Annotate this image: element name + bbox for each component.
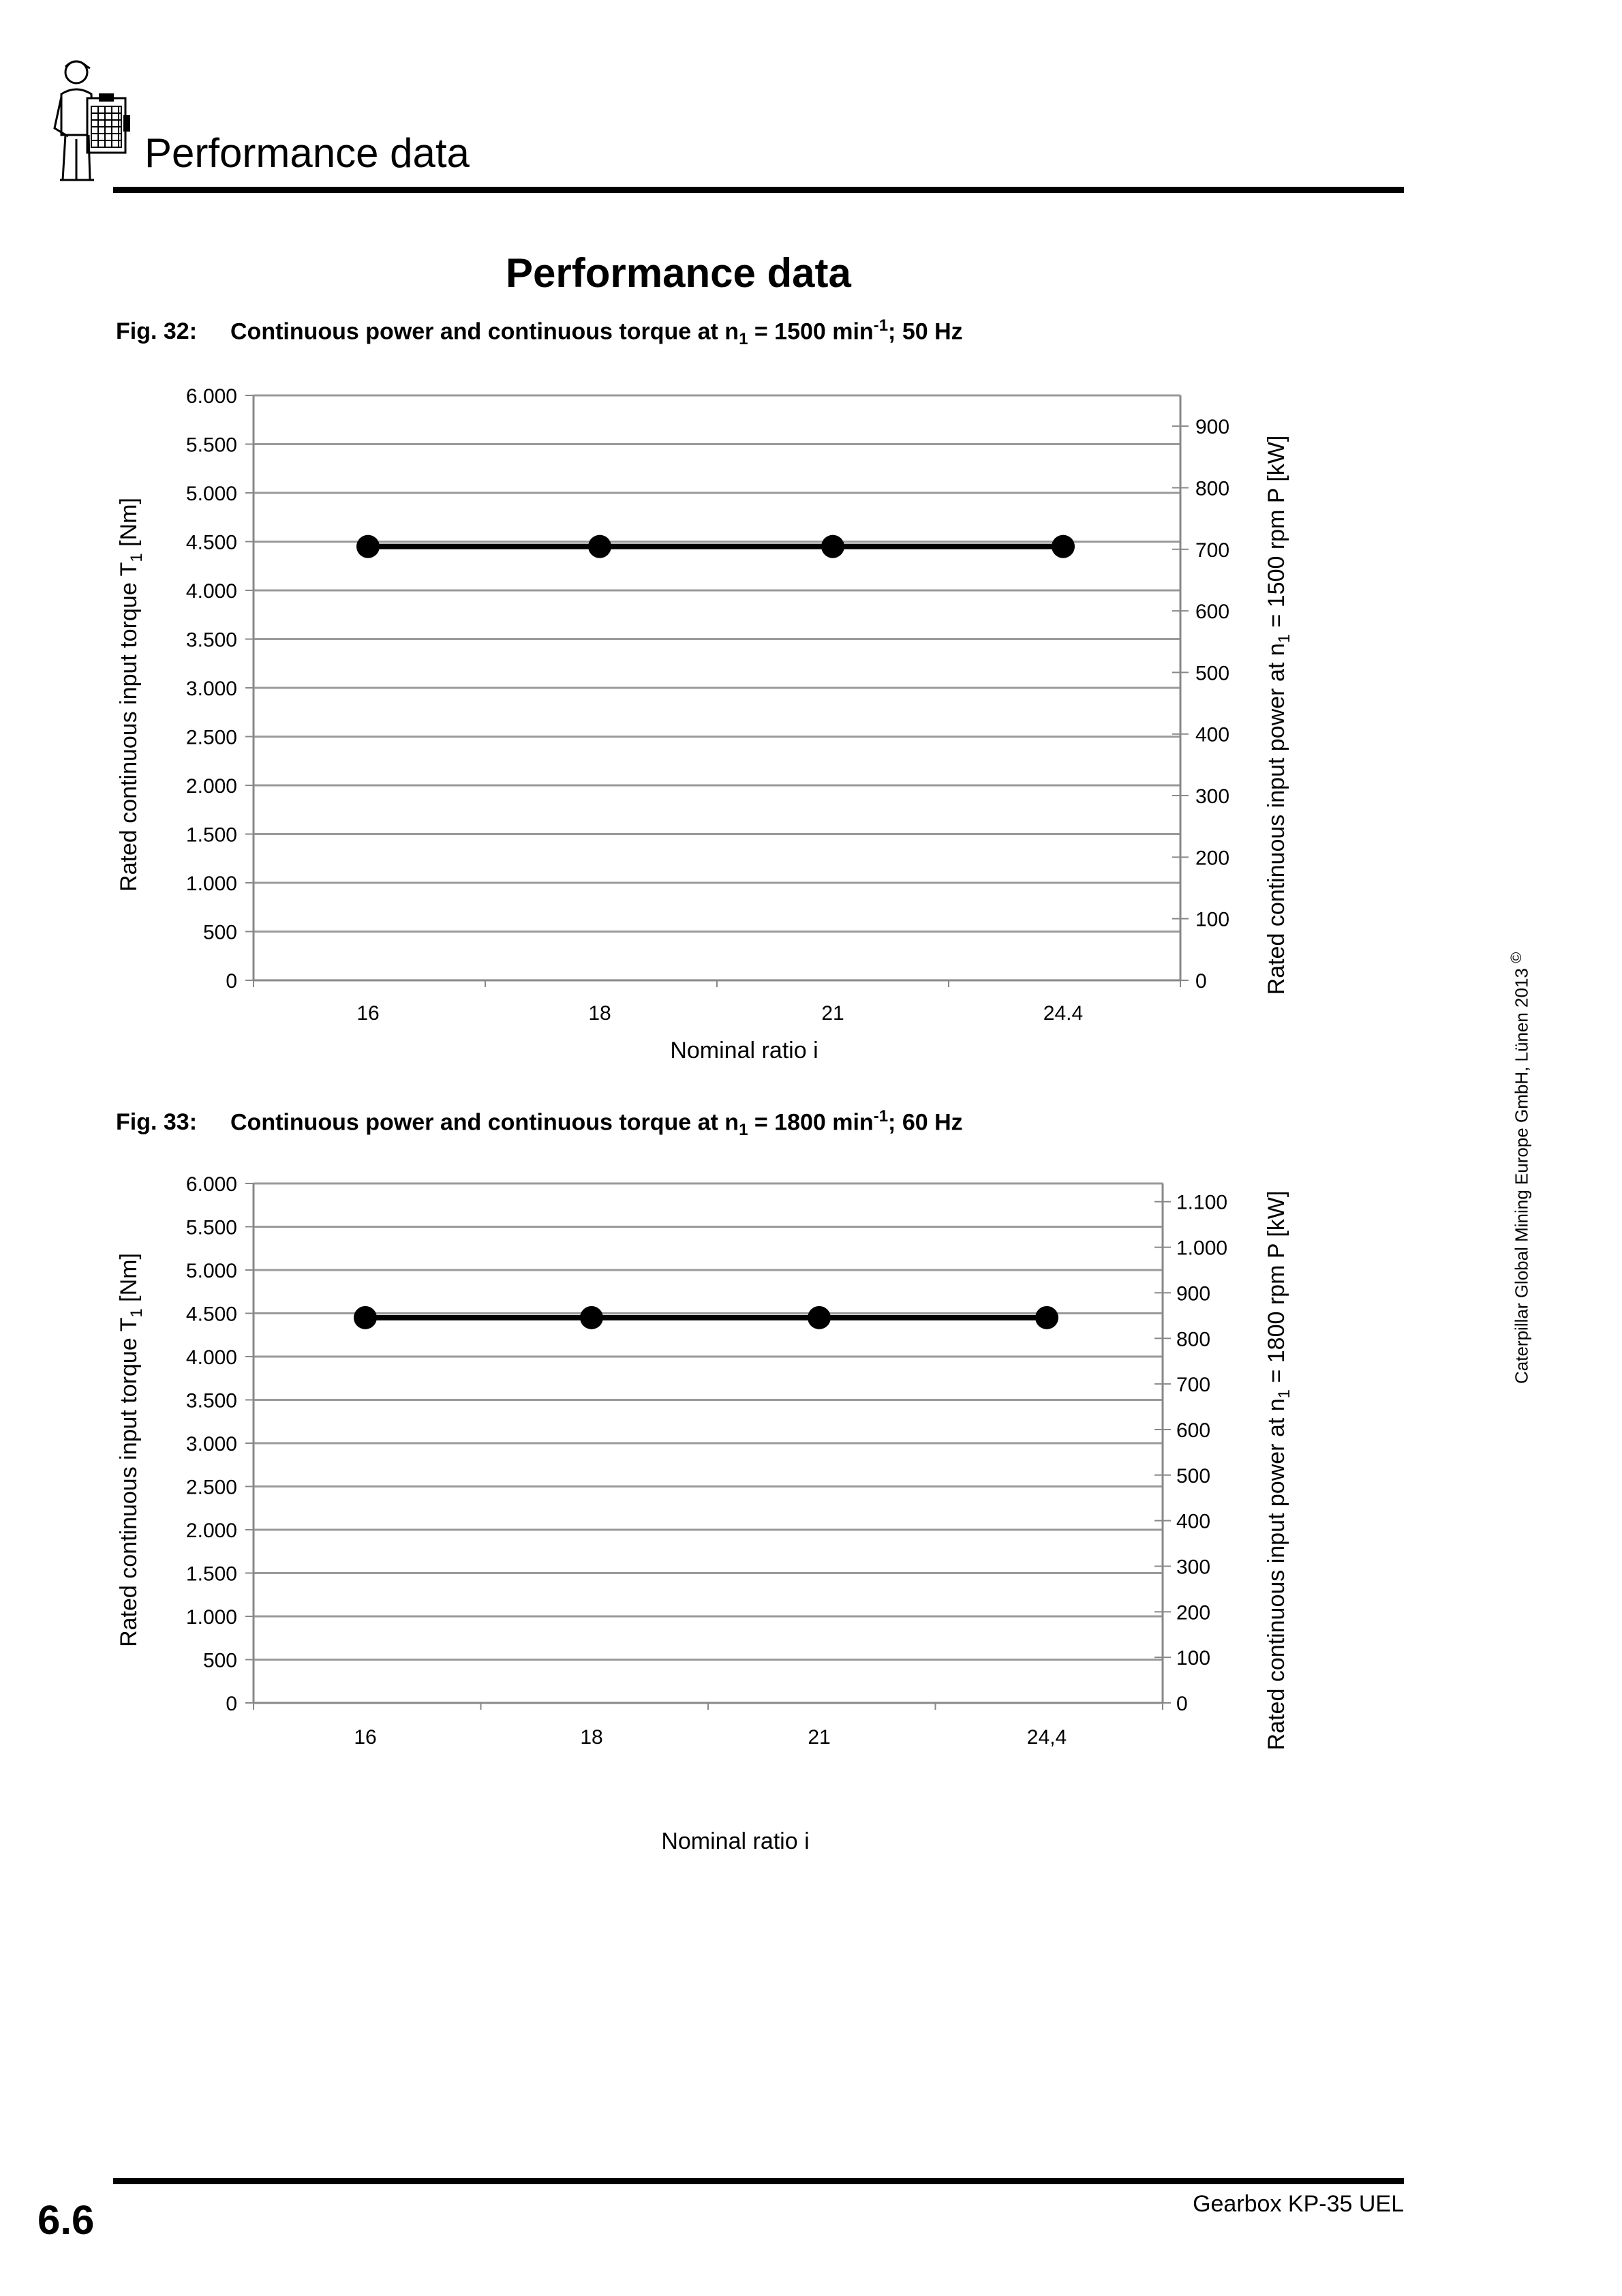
caption-text-mid: = 1800 min xyxy=(748,1109,874,1136)
x-tick-label: 16 xyxy=(356,1002,380,1025)
y2-tick-label: 800 xyxy=(1195,477,1230,500)
caption-text: Continuous power and continuous torque at n xyxy=(230,1109,739,1136)
x-axis-title: Nominal ratio i xyxy=(661,1828,810,1854)
y2-tick-label: 1.100 xyxy=(1176,1191,1228,1214)
y-tick-label: 4.000 xyxy=(185,580,237,603)
y2-tick-label: 800 xyxy=(1176,1328,1211,1351)
x-tick-label: 21 xyxy=(808,1726,831,1749)
footer-product-name: Gearbox KP-35 UEL xyxy=(1193,2191,1404,2217)
caption-subscript: 1 xyxy=(739,330,748,349)
data-point xyxy=(821,535,844,558)
caption-superscript: -1 xyxy=(873,1107,889,1126)
caption-superscript: -1 xyxy=(873,316,889,335)
y-tick-label: 5.000 xyxy=(185,1260,237,1282)
x-tick-label: 24,4 xyxy=(1026,1726,1067,1749)
y-tick-label: 2.000 xyxy=(185,1520,237,1542)
y-tick-label: 0 xyxy=(226,1693,237,1715)
y2-tick-label: 500 xyxy=(1195,662,1230,685)
y-tick-label: 2.000 xyxy=(185,775,237,798)
caption-text-post: ; 50 Hz xyxy=(888,318,963,345)
y-tick-label: 3.000 xyxy=(185,1433,237,1455)
y-tick-label: 3.000 xyxy=(185,678,237,700)
data-point xyxy=(588,535,611,558)
copyright-text: Caterpillar Global Mining Europe GmbH, Lünen 2013 xyxy=(1511,968,1532,1384)
y-tick-label: 2.500 xyxy=(185,726,237,749)
y-tick-label: 4.000 xyxy=(185,1346,237,1369)
page-heading: Performance data xyxy=(506,250,851,296)
x-tick-label: 24.4 xyxy=(1043,1002,1084,1025)
y2-tick-label: 600 xyxy=(1195,601,1230,624)
y-tick-label: 0 xyxy=(226,970,237,993)
x-tick-label: 21 xyxy=(821,1002,844,1025)
y2-axis-title: Rated continuous input power at $n_1 = 1800$ rpm P [kW] xyxy=(1264,1190,1294,1751)
y2-tick-label: 400 xyxy=(1195,723,1230,746)
y2-tick-label: 0 xyxy=(1195,970,1207,993)
y2-tick-label: 900 xyxy=(1195,416,1230,439)
copyright-symbol: © xyxy=(1508,952,1525,963)
data-point xyxy=(1052,535,1075,558)
y2-tick-label: 100 xyxy=(1176,1647,1211,1670)
y-tick-label: 5.000 xyxy=(185,483,237,505)
x-tick-label: 16 xyxy=(354,1726,377,1749)
y-tick-label: 4.500 xyxy=(185,1303,237,1326)
y2-tick-label: 900 xyxy=(1176,1282,1211,1305)
y2-tick-label: 1.000 xyxy=(1176,1237,1228,1260)
y2-tick-label: 0 xyxy=(1176,1693,1188,1715)
y-tick-label: 5.500 xyxy=(185,434,237,457)
y-tick-label: 1.500 xyxy=(185,824,237,847)
figure-caption-33 xyxy=(116,1107,963,1140)
y-tick-label: 1.500 xyxy=(185,1562,237,1586)
page-number: 6.6 xyxy=(37,2197,95,2243)
y2-tick-label: 200 xyxy=(1176,1601,1211,1625)
y-tick-label: 4.500 xyxy=(185,531,237,554)
y2-tick-label: 300 xyxy=(1195,785,1230,809)
y-axis-title: Rated continuous input torque $T_1$ [Nm] xyxy=(116,1253,146,1647)
x-axis-title: Nominal ratio i xyxy=(670,1038,818,1063)
y-tick-label: 1.000 xyxy=(185,873,237,895)
y-tick-label: 3.500 xyxy=(185,629,237,652)
y2-tick-label: 100 xyxy=(1195,908,1230,931)
figure-number: Fig. 32: xyxy=(116,318,198,345)
y-tick-label: 6.000 xyxy=(185,1173,237,1196)
caption-text-mid: = 1500 min xyxy=(748,318,874,345)
x-tick-label: 18 xyxy=(588,1002,611,1025)
y-tick-label: 500 xyxy=(202,1649,237,1672)
y-tick-label: 2.500 xyxy=(185,1476,237,1499)
y-tick-label: 6.000 xyxy=(185,385,237,408)
y2-tick-label: 200 xyxy=(1195,847,1230,870)
caption-text: Continuous power and continuous torque at n xyxy=(230,318,739,345)
figure-number: Fig. 33: xyxy=(116,1109,198,1136)
y-tick-label: 500 xyxy=(202,921,237,944)
data-point xyxy=(356,535,380,558)
copyright-notice xyxy=(1508,952,1533,1384)
caption-subscript: 1 xyxy=(739,1121,748,1140)
y-axis-title: Rated continuous input torque $T_1$ [Nm] xyxy=(116,498,146,892)
y-tick-label: 3.500 xyxy=(185,1389,237,1413)
y2-tick-label: 400 xyxy=(1176,1510,1211,1533)
caption-text-post: ; 60 Hz xyxy=(888,1109,963,1136)
y2-tick-label: 600 xyxy=(1176,1419,1211,1442)
x-tick-label: 18 xyxy=(580,1726,603,1749)
y2-tick-label: 700 xyxy=(1195,539,1230,562)
y-tick-label: 1.000 xyxy=(185,1606,237,1629)
header-title: Performance data xyxy=(144,130,470,176)
y2-tick-label: 700 xyxy=(1176,1374,1211,1397)
y-tick-label: 5.500 xyxy=(185,1216,237,1239)
y2-axis-title: Rated continuous input power at $n_1 = 1500$ rpm P [kW] xyxy=(1264,435,1294,995)
footer-rule xyxy=(113,2178,1404,2184)
y2-tick-label: 500 xyxy=(1176,1464,1211,1487)
y2-tick-label: 300 xyxy=(1176,1556,1211,1579)
